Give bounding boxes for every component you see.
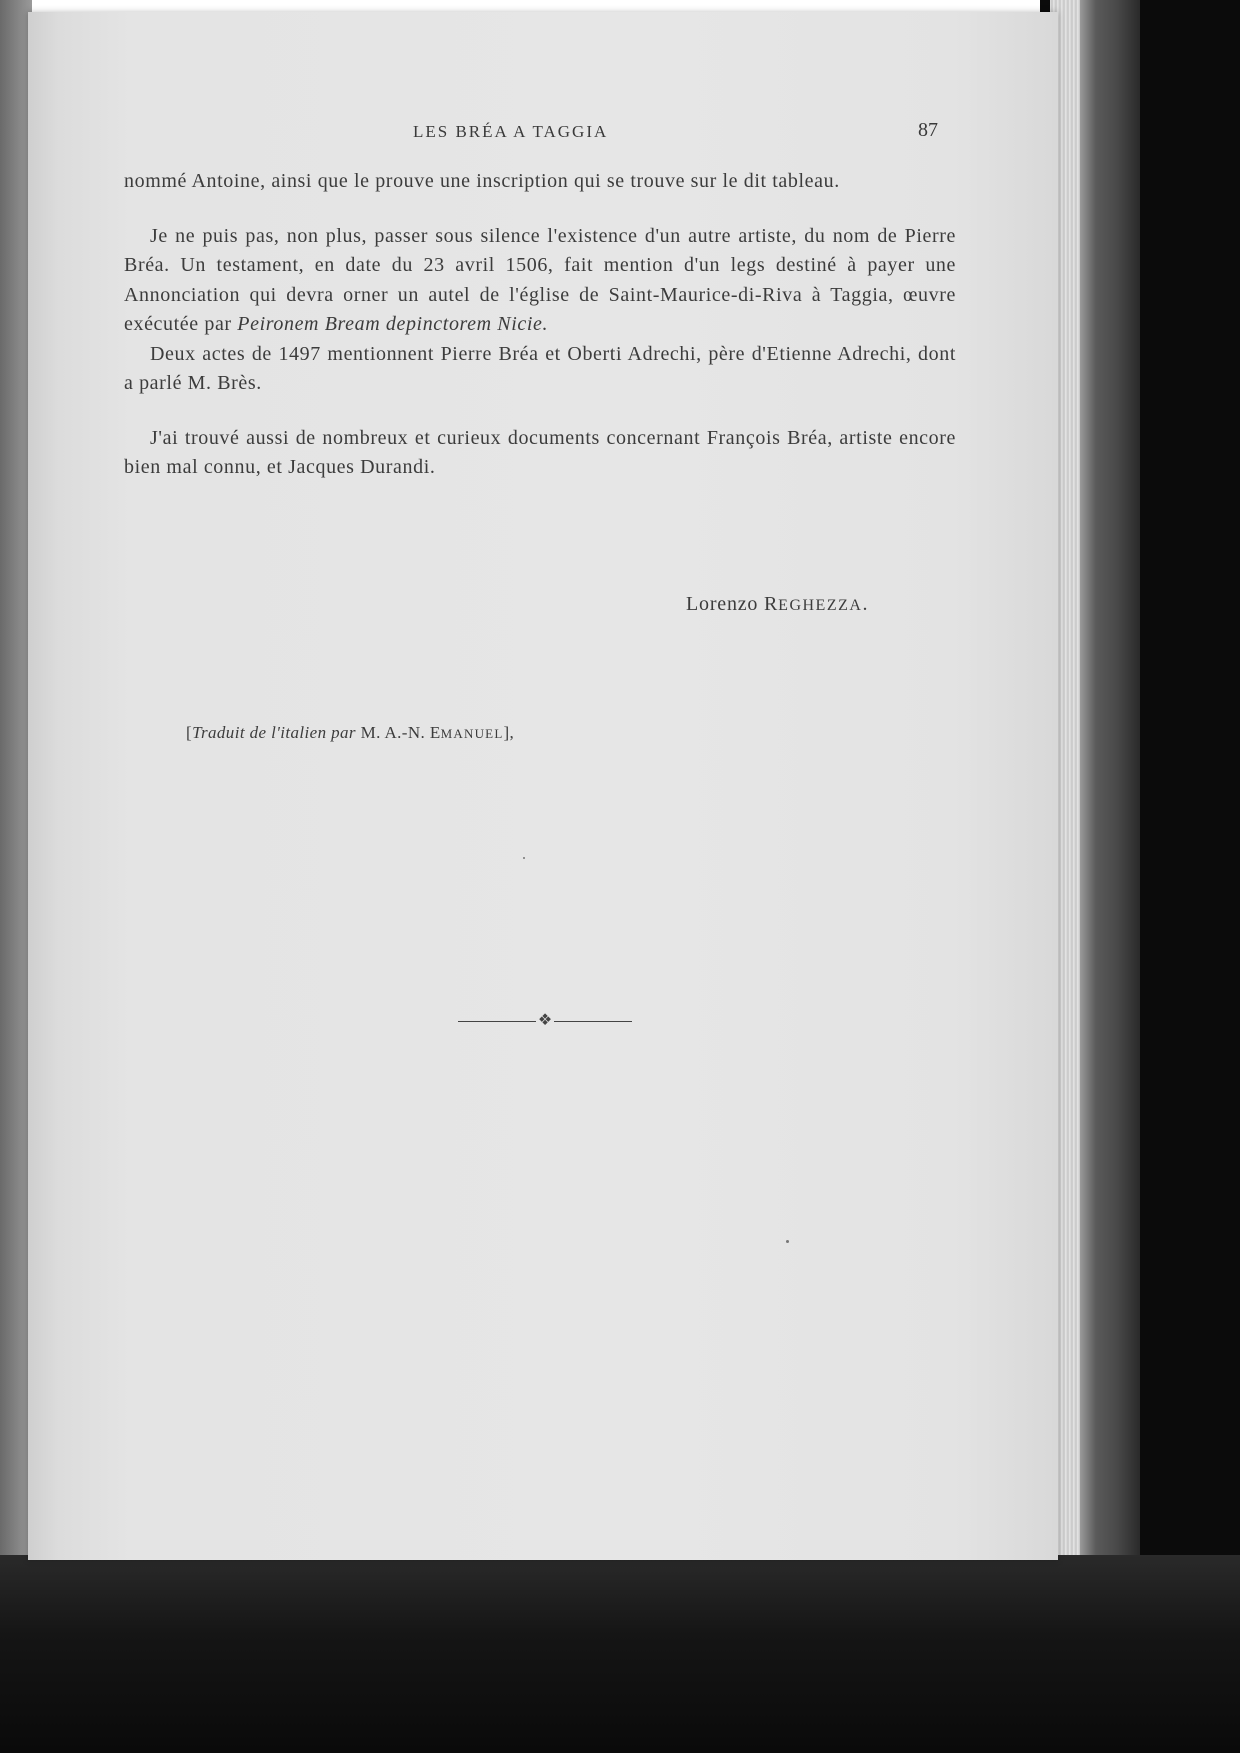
end-ornament (458, 1012, 633, 1032)
paragraph-1: nommé Antoine, ainsi que le prouve une inscription qui se trouve sur le dit tableau. (124, 170, 840, 192)
paper-speck (523, 857, 525, 859)
running-head (28, 119, 1058, 152)
translator-name-prefix: M. A.-N. (355, 723, 430, 742)
paragraph-4: J'ai trouvé aussi de nombreux et curieux documents concernant François Bréa, artiste encore bien mal connu, et Jacques Durandi. (124, 426, 956, 478)
fleuron-icon: ❖ (537, 1010, 553, 1029)
body-text (124, 167, 956, 483)
translator-surname-initial: E (429, 723, 441, 742)
signature-trailing: . (862, 593, 869, 615)
paragraph-3: Deux actes de 1497 mentionnent Pierre Bréa et Oberti Adrechi, père d'Etienne Adrechi, dont a parlé M. Brès. (124, 342, 956, 394)
background-bottom (0, 1555, 1240, 1753)
paragraph-2 (124, 222, 956, 340)
book-page (28, 12, 1058, 1560)
signature-first-name: Lorenzo (686, 593, 765, 615)
paragraph-2-text: Je ne puis pas, non plus, passer sous silence l'existence d'un autre artiste, du nom de Pierre Bréa. Un testament, en date du 23 avril 1506, fait mention d'un legs destiné à payer une Annonciation qui devra orner un autel de l'église de Saint-Maurice-di-Riva à Taggia, œuvre exécutée par (124, 224, 956, 335)
paragraph-2-italic: Peironem Bream depinctorem Nicie. (237, 313, 549, 335)
signature-surname-rest: EGHEZZA (778, 597, 863, 614)
translator-open-bracket: [ (186, 723, 193, 742)
paper-speck (786, 1240, 789, 1243)
translator-close: ], (503, 723, 515, 742)
running-title: LES BRÉA A TAGGIA (413, 122, 609, 141)
signature-surname-initial: R (764, 593, 779, 615)
ornament-line-left (458, 1021, 536, 1022)
author-signature (686, 593, 868, 616)
ornament-line-right (554, 1021, 632, 1022)
page-number: 87 (918, 119, 938, 141)
translator-italic: Traduit de l'italien par (192, 723, 356, 742)
translator-surname-rest: MANUEL (440, 726, 504, 741)
translator-note (186, 723, 514, 743)
